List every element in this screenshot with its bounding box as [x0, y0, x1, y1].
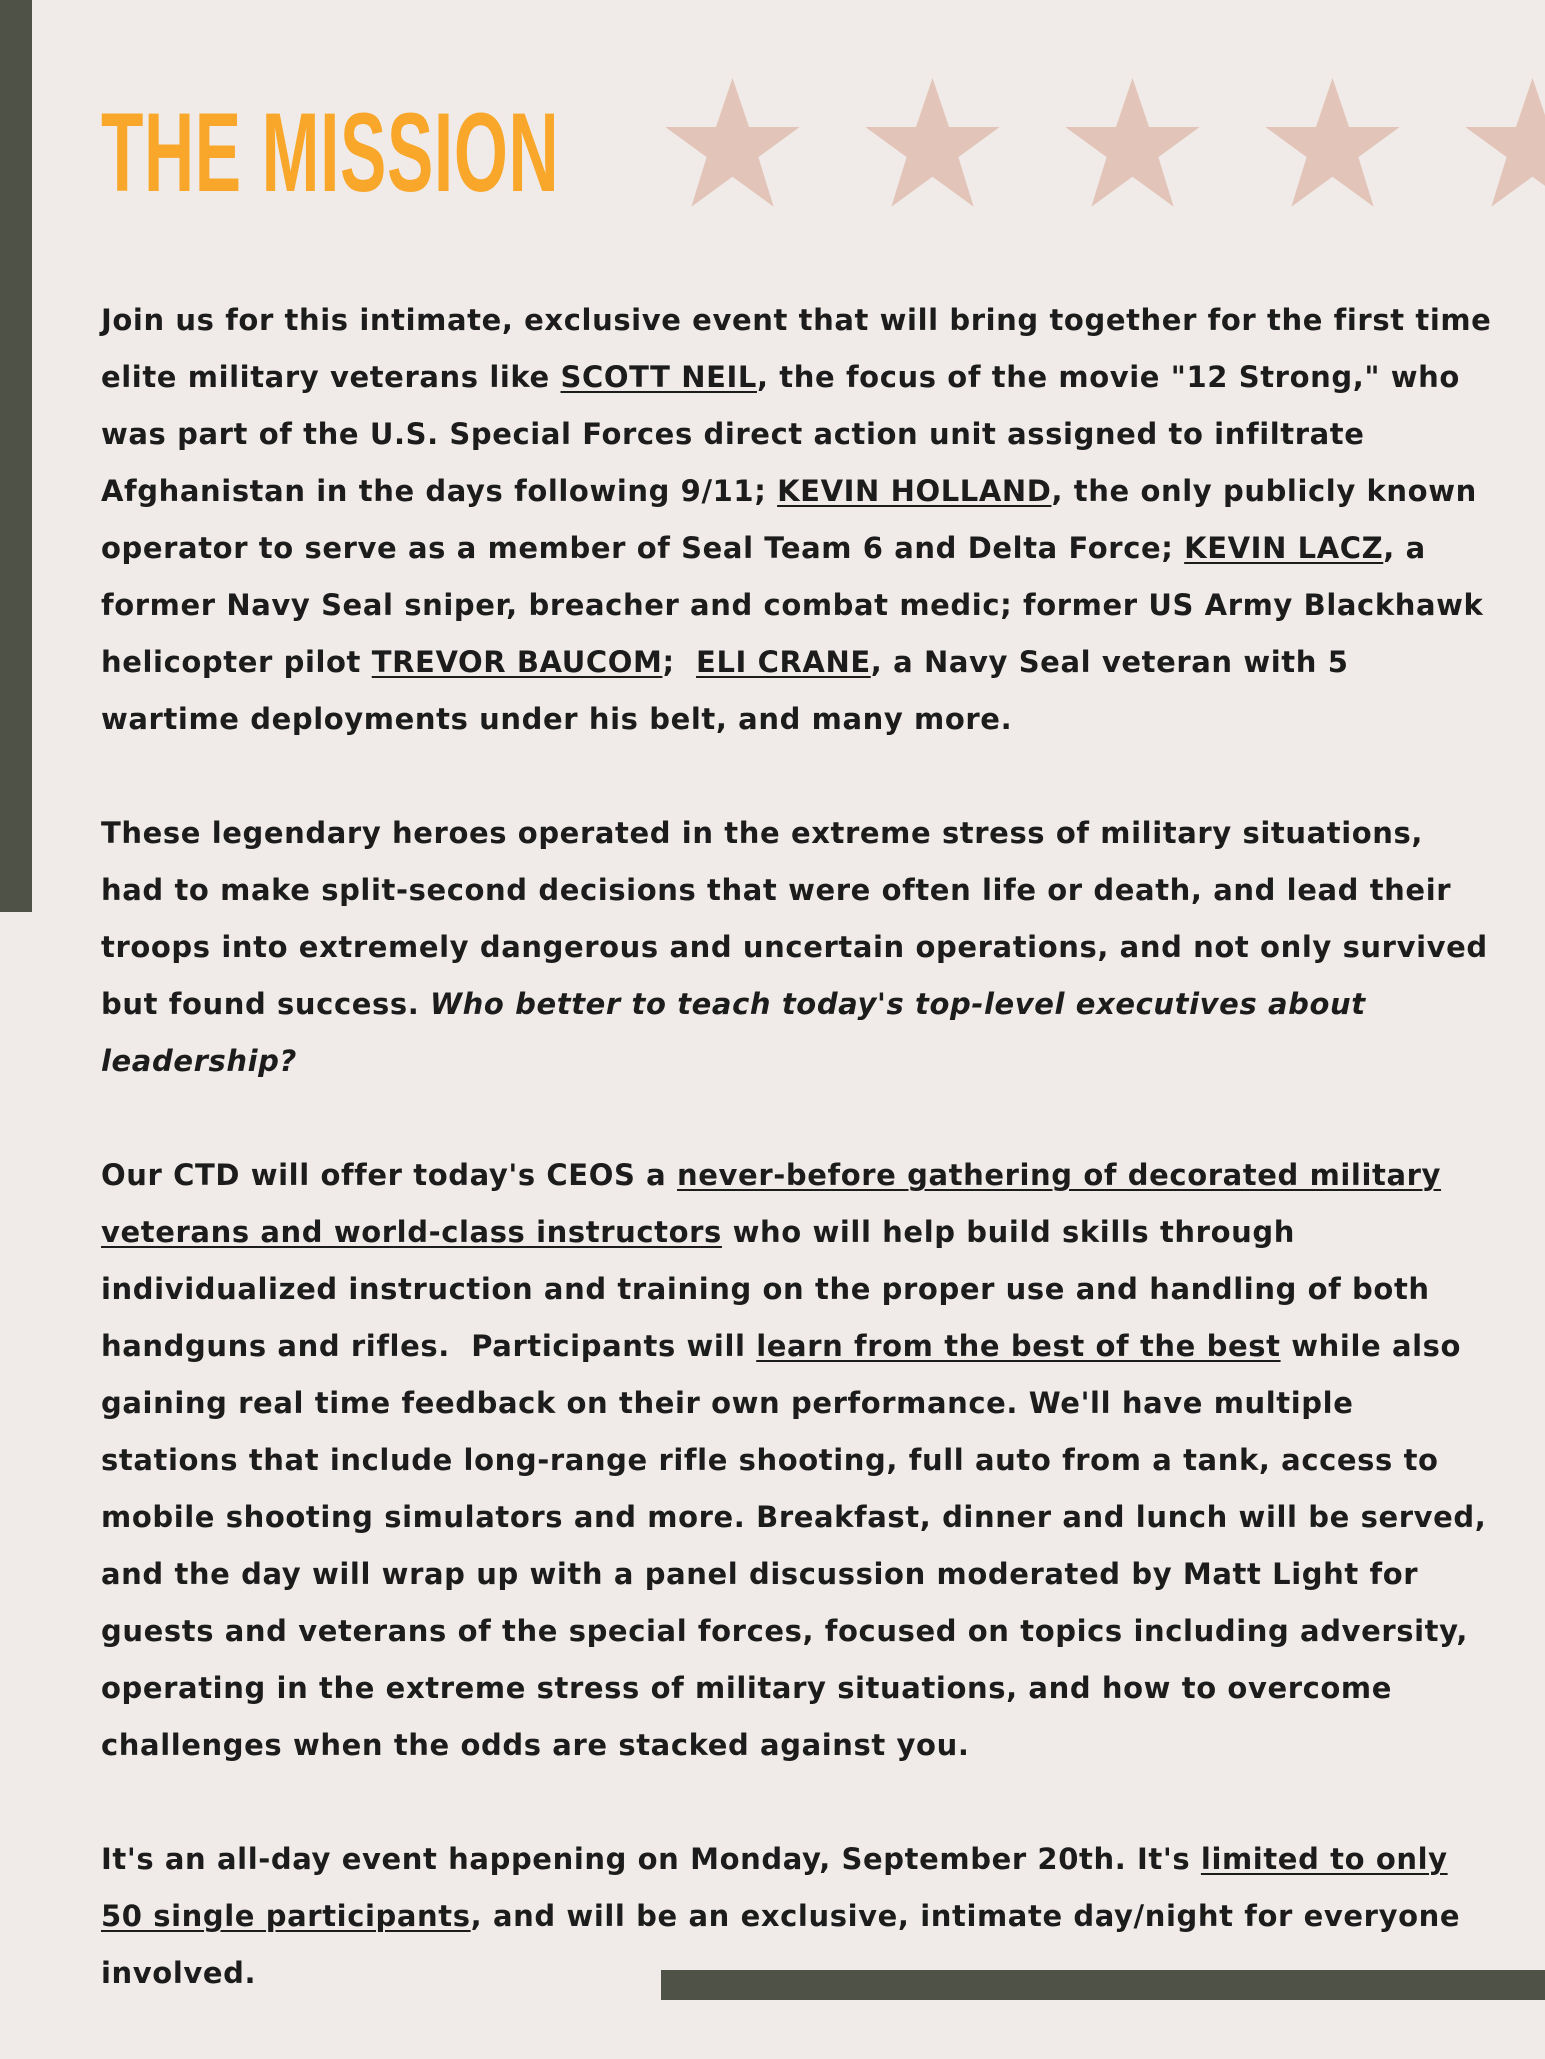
leadership-question: Who better to teach today's top-level executives about leadership? [101, 987, 1366, 1078]
link-trevor-baucom[interactable]: TREVOR BAUCOM [371, 645, 663, 679]
stars-decoration [660, 78, 1545, 228]
link-best-of-best[interactable]: learn from the best of the best [756, 1329, 1281, 1363]
bottom-accent-bar [661, 1970, 1545, 2000]
left-accent-bar [0, 0, 32, 912]
paragraph-text: who will help build skills through individualized instruction and training on the proper use and handling of both handguns and rifles. Participants will [101, 1215, 1441, 1363]
star-icon [660, 78, 805, 218]
link-gathering-veterans[interactable]: never-before gathering of decorated military veterans and world-class instructors [101, 1158, 1442, 1249]
star-icon [1260, 78, 1405, 218]
paragraph-text: , a former Navy Seal sniper, breacher and combat medic; former US Army Blackhawk helicopter pilot [101, 531, 1484, 679]
paragraph-text: while also gaining real time feedback on their own performance. We'll have multiple stations that include long-range rifle shooting, full auto from a tank, access to mobile shooting simulators and more. Breakfast, dinner and lunch will be served, and the day will wrap up with a panel discussion moderated by Matt Light for guests and veterans of the special forces, focused on topics including adversity, operating in the extreme stress of military situations, and how to overcome challenges when the odds are stacked against you. [101, 1329, 1487, 1762]
link-kevin-holland[interactable]: KEVIN HOLLAND [777, 474, 1052, 508]
paragraph-text: , the focus of the movie "12 Strong," who was part of the U.S. Special Forces direct action unit assigned to infiltrate Afghanistan in the days following 9/11; [101, 360, 1460, 508]
paragraph-text: Join us for this intimate, exclusive event that will bring together for the first time elite military veterans like [101, 303, 1492, 394]
paragraph-ctd [101, 1147, 1496, 1774]
mission-body [101, 292, 1496, 2059]
paragraph-text: It's an all-day event happening on Monday, September 20th. It's [101, 1842, 1201, 1876]
paragraph-text: , a Navy Seal veteran with 5 wartime deployments under his belt, and many more. [101, 645, 1349, 736]
link-scott-neil[interactable]: SCOTT NEIL [560, 360, 757, 394]
paragraph-text: , and will be an exclusive, intimate day/night for everyone involved. [101, 1899, 1461, 1990]
star-icon [1460, 78, 1545, 218]
paragraph-text: , the only publicly known operator to serve as a member of Seal Team 6 and Delta Force; [101, 474, 1477, 565]
star-icon [860, 78, 1005, 218]
paragraph-veterans [101, 292, 1496, 748]
link-limited-participants[interactable]: limited to only 50 single participants [101, 1842, 1448, 1933]
page-title: THE MISSION [101, 90, 560, 215]
link-eli-crane[interactable]: ELI CRANE [696, 645, 871, 679]
paragraph-text: These legendary heroes operated in the extreme stress of military situations, had to make split-second decisions that were often life or death, and lead their troops into extremely dangerous and uncertain operations, and not only survived but found success. [101, 816, 1488, 1021]
paragraph-heroes [101, 805, 1496, 1090]
star-icon [1060, 78, 1205, 218]
paragraph-text: ; [662, 645, 697, 679]
link-kevin-lacz[interactable]: KEVIN LACZ [1184, 531, 1384, 565]
paragraph-text: Our CTD will offer today's CEOS a [101, 1158, 678, 1192]
